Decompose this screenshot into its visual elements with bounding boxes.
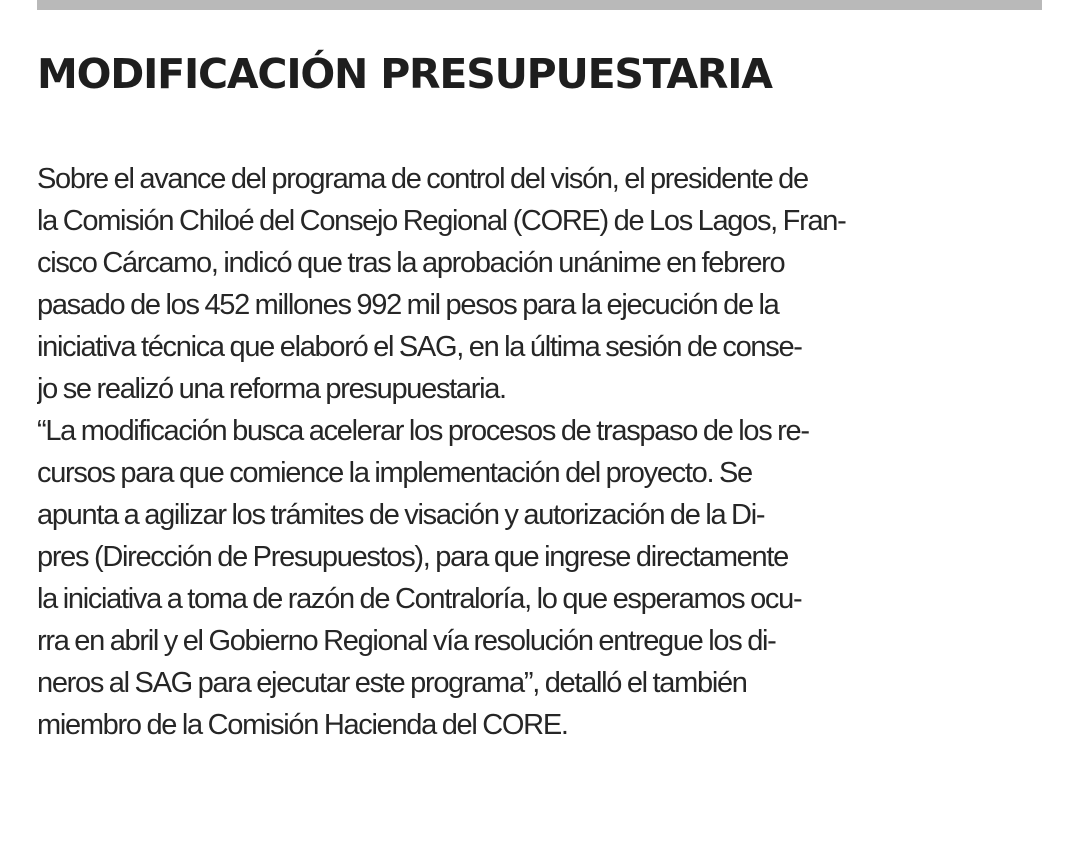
body-line: iniciativa técnica que elaboró el SAG, en la última sesión de conse- xyxy=(37,331,802,363)
body-line: “La modificación busca acelerar los procesos de traspaso de los re- xyxy=(37,415,809,447)
top-rule xyxy=(37,0,1042,10)
body-line: Sobre el avance del programa de control del visón, el presidente de xyxy=(37,163,808,195)
body-line: la Comisión Chiloé del Consejo Regional (CORE) de Los Lagos, Fran- xyxy=(37,205,846,237)
body-line: rra en abril y el Gobierno Regional vía resolución entregue los di- xyxy=(37,625,776,657)
body-line: neros al SAG para ejecutar este programa”, detalló el también xyxy=(37,667,747,699)
body-line: apunta a agilizar los trámites de visación y autorización de la Di- xyxy=(37,499,765,531)
headline: MODIFICACIÓN PRESUPUESTARIA xyxy=(37,50,772,98)
body-line: pasado de los 452 millones 992 mil pesos para la ejecución de la xyxy=(37,289,779,321)
body-line: cursos para que comience la implementación del proyecto. Se xyxy=(37,457,752,489)
body-line: cisco Cárcamo, indicó que tras la aprobación unánime en febrero xyxy=(37,247,785,279)
body-line: jo se realizó una reforma presupuestaria. xyxy=(37,373,506,405)
body-line: pres (Dirección de Presupuestos), para que ingrese directamente xyxy=(37,541,788,573)
body-line: la iniciativa a toma de razón de Contraloría, lo que esperamos ocu- xyxy=(37,583,802,615)
body-line: miembro de la Comisión Hacienda del CORE. xyxy=(37,709,568,741)
article-body xyxy=(37,158,1037,746)
